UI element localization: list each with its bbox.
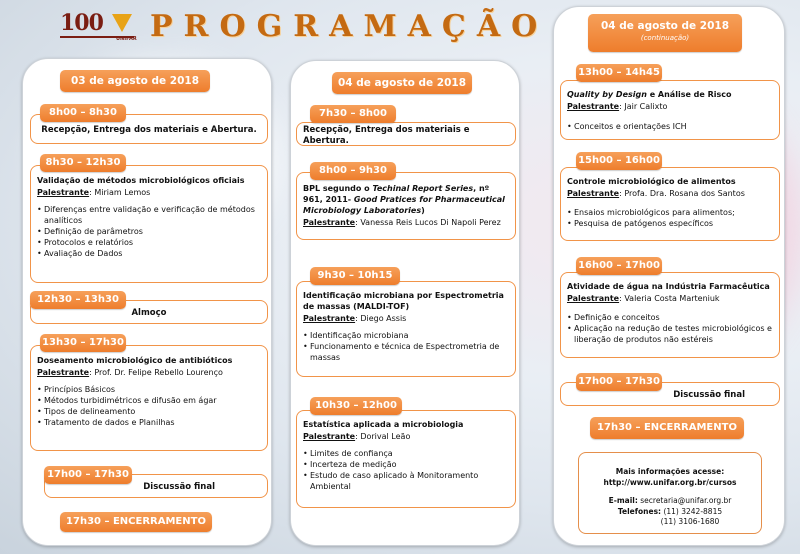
logo-tag: UNIFAR <box>116 36 137 42</box>
time-badge: 9h30 – 10h15 <box>310 267 400 285</box>
topic-list <box>37 204 261 259</box>
topic-item: • Protocolos e relatórios <box>37 237 261 248</box>
contact-email: E-mail: secretaria@unifar.org.br <box>608 496 732 505</box>
time-badge: 8h30 – 12h30 <box>40 154 126 172</box>
session-title: Recepção, Entrega dos materiais e Abertura. <box>303 124 470 146</box>
time-badge: 8h00 – 9h30 <box>310 162 396 180</box>
session-title: Discussão final <box>143 482 215 492</box>
session-card <box>296 410 516 508</box>
session-speaker: Palestrante: Miriam Lemos <box>37 188 151 197</box>
time-badge: 7h30 – 8h00 <box>310 105 396 123</box>
session-speaker: Palestrante: Profa. Dra. Rosana dos Santos <box>567 189 745 198</box>
topic-item: • Funcionamento e técnica de Espectrometria de massas <box>303 341 509 363</box>
time-badge: 15h00 – 16h00 <box>576 152 662 170</box>
session-card <box>560 272 780 358</box>
contact-url-link[interactable]: http://www.unifar.org.br/cursos <box>603 477 737 487</box>
topic-item: • Aplicação na redução de testes microbiológicos e liberação de produtos não estéreis <box>567 323 773 345</box>
topic-item: • Métodos turbidimétricos e difusão em ágar <box>37 395 261 406</box>
logo-triangle-icon <box>112 14 132 32</box>
session-title: Almoço <box>131 308 167 318</box>
page-title: PROGRAMAÇÃO <box>150 8 549 44</box>
session-speaker: Palestrante: Valeria Costa Marteniuk <box>567 294 720 303</box>
date-badge: 04 de agosto de 2018 <box>332 72 472 94</box>
session-card <box>560 80 780 140</box>
session-speaker: Palestrante: Diego Assis <box>303 314 407 323</box>
session-speaker: Palestrante: Dorival Leão <box>303 432 411 441</box>
session-speaker: Palestrante: Jair Calixto <box>567 102 668 111</box>
time-badge: 10h30 – 12h00 <box>310 397 402 415</box>
topic-list <box>303 448 509 492</box>
topic-item: • Definição de parâmetros <box>37 226 261 237</box>
session-card <box>296 281 516 377</box>
time-badge: 13h30 – 17h30 <box>40 334 126 352</box>
session-card <box>30 345 268 451</box>
logo-number: 100 <box>60 10 103 36</box>
session-title: BPL segundo o Techinal Report Series, nº 961, 2011- Good Pratices for Pharmaceutical Microbiology Laboratories) <box>303 184 505 215</box>
session-card <box>296 122 516 146</box>
topic-list <box>567 312 773 345</box>
topic-item: • Tratamento de dados e Planilhas <box>37 417 261 428</box>
time-badge: 13h00 – 14h45 <box>576 64 662 82</box>
topic-item: • Conceitos e orientações ICH <box>567 121 773 132</box>
session-title: Atividade de água na Indústria Farmacêutica <box>567 282 770 291</box>
session-title: Validação de métodos microbiológicos oficiais <box>37 176 245 185</box>
time-badge: 17h00 – 17h30 <box>576 373 662 391</box>
topic-list <box>567 207 773 229</box>
session-title: Estatística aplicada a microbiologia <box>303 420 464 429</box>
topic-item: • Estudo de caso aplicado à Monitoramento Ambiental <box>303 470 509 492</box>
session-title: Identificação microbiana por Espectrometria de massas (MALDI-TOF) <box>303 291 504 311</box>
session-title: Recepção, Entrega dos materiais e Abertura. <box>41 125 257 135</box>
topic-item: • Limites de confiança <box>303 448 509 459</box>
date-badge <box>588 14 742 52</box>
topic-list <box>303 330 509 363</box>
contact-title: Mais informações acesse: <box>615 467 725 476</box>
date-subtitle: (continuação) <box>640 34 690 42</box>
topic-item: • Diferenças entre validação e verificação de métodos analíticos <box>37 204 261 226</box>
header <box>58 6 548 46</box>
contact-phone-2: (11) 3106-1680 <box>660 517 720 526</box>
session-card <box>296 172 516 240</box>
topic-item: • Ensaios microbiológicos para alimentos; <box>567 207 773 218</box>
session-title: Discussão final <box>673 390 745 400</box>
date-badge: 03 de agosto de 2018 <box>60 70 210 92</box>
session-speaker: Palestrante: Prof. Dr. Felipe Rebello Lourenço <box>37 368 223 377</box>
closing-badge: 17h30 – ENCERRAMENTO <box>590 417 744 439</box>
time-badge: 16h00 – 17h00 <box>576 257 662 275</box>
unifar-100-logo <box>58 8 136 44</box>
session-title: Doseamento microbiológico de antibióticos <box>37 356 233 365</box>
time-badge: 8h00 – 8h30 <box>40 104 126 122</box>
session-title: Controle microbiológico de alimentos <box>567 177 736 186</box>
time-badge: 12h30 – 13h30 <box>30 291 126 309</box>
session-card <box>560 167 780 241</box>
date-text: 04 de agosto de 2018 <box>600 20 730 32</box>
session-card <box>30 165 268 283</box>
contact-info-box <box>578 452 762 534</box>
topic-item: • Definição e conceitos <box>567 312 773 323</box>
topic-item: • Avaliação de Dados <box>37 248 261 259</box>
time-badge: 17h00 – 17h30 <box>44 466 132 484</box>
topic-item: • Tipos de delineamento <box>37 406 261 417</box>
topic-item: • Princípios Básicos <box>37 384 261 395</box>
topic-list <box>567 121 773 132</box>
topic-item: • Pesquisa de patógenos específicos <box>567 218 773 229</box>
session-title: Quality by Design e Análise de Risco <box>567 90 732 99</box>
session-speaker: Palestrante: Vanessa Reis Lucos Di Napoli Perez <box>303 218 501 227</box>
topic-item: • Incerteza de medição <box>303 459 509 470</box>
closing-badge: 17h30 – ENCERRAMENTO <box>60 512 212 532</box>
contact-phone: Telefones: (11) 3242-8815 <box>617 506 723 516</box>
topic-list <box>37 384 261 428</box>
topic-item: • Identificação microbiana <box>303 330 509 341</box>
